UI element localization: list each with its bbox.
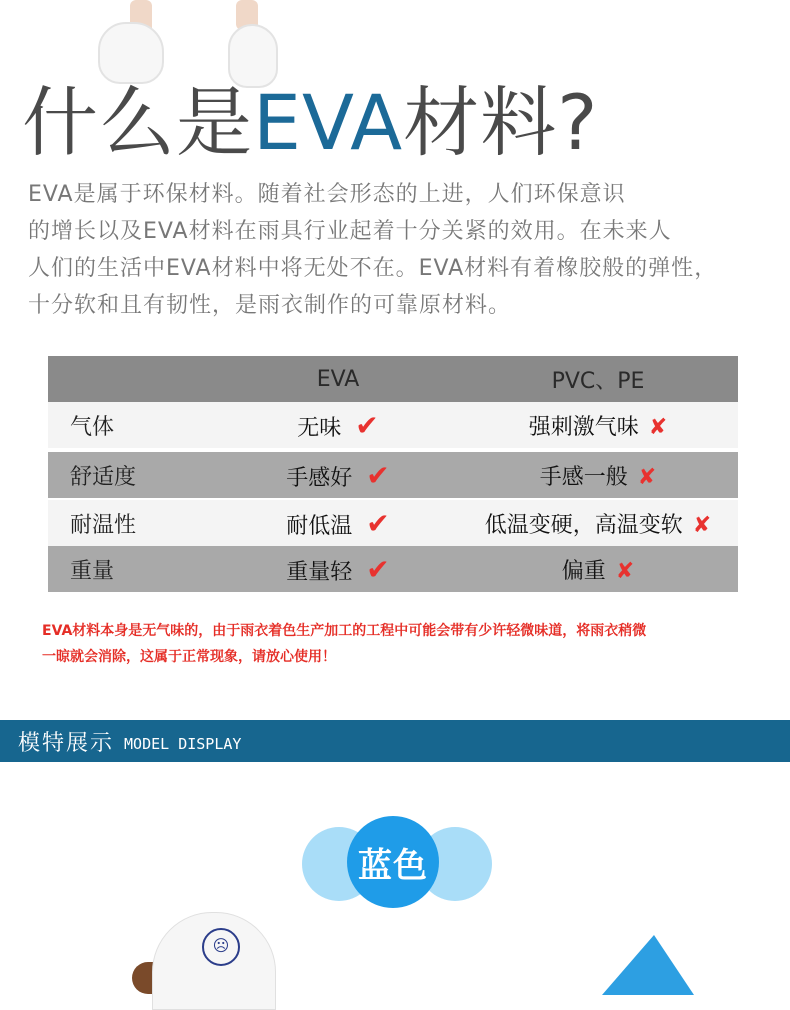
cross-icon: ✘ [615, 558, 635, 584]
page-title: 什么是EVA材料? [22, 78, 599, 167]
pvc-cell: 偏重 ✘ [561, 558, 635, 584]
raincoat-fragment [602, 935, 694, 995]
cross-icon: ✘ [637, 464, 657, 490]
table-header-row [48, 356, 738, 402]
check-icon: ✔ [366, 506, 390, 540]
eva-cell: 手感好 ✔ [286, 458, 390, 492]
row-label: 舒适度 [70, 464, 137, 490]
table-row [48, 500, 738, 546]
table-row [48, 452, 738, 498]
row-label: 气体 [70, 414, 115, 440]
section-title-en: MODEL DISPLAY [124, 735, 242, 753]
check-icon: ✔ [366, 552, 390, 586]
table-row [48, 402, 738, 448]
description-line: 十分软和且有韧性，是雨衣制作的可靠原材料。 [28, 293, 512, 318]
description-line: 的增长以及EVA材料在雨具行业起着十分关紧的效用。在未来人 [28, 219, 672, 244]
cross-icon: ✘ [648, 414, 668, 440]
row-label: 重量 [70, 558, 115, 584]
pvc-cell: 手感一般 ✘ [539, 464, 657, 490]
description-line: EVA是属于环保材料。随着社会形态的上进，人们环保意识 [28, 182, 626, 207]
description-line: 人们的生活中EVA材料中将无处不在。EVA材料有着橡胶般的弹性， [28, 256, 718, 281]
pvc-cell: 强刺激气味 ✘ [528, 414, 668, 440]
description [28, 176, 778, 324]
title-accent: EVA [253, 78, 404, 167]
color-badge: 蓝色 [347, 816, 439, 908]
sad-face-icon: ☹ [202, 928, 240, 966]
pvc-cell: 低温变硬，高温变软 ✘ [484, 512, 712, 538]
section-title-cn: 模特展示 [18, 730, 115, 756]
note-line: 一晾就会消除，这属于正常现象，请放心使用！ [42, 649, 336, 665]
eva-cell: 无味 ✔ [297, 408, 379, 442]
header-cell-pvc: PVC、PE [551, 368, 645, 394]
row-label: 耐温性 [70, 512, 137, 538]
section-banner [0, 720, 790, 762]
header-cell-eva: EVA [316, 366, 360, 392]
sneaker-left [98, 22, 164, 84]
usage-note [42, 618, 762, 670]
table-row [48, 546, 738, 592]
note-line: EVA材料本身是无气味的，由于雨衣着色生产加工的工程中可能会带有少许轻微味道，将雨衣稍微 [42, 623, 647, 639]
check-icon: ✔ [366, 458, 390, 492]
cross-icon: ✘ [692, 512, 712, 538]
check-icon: ✔ [355, 408, 379, 442]
eva-cell: 重量轻 ✔ [286, 552, 390, 586]
eva-cell: 耐低温 ✔ [286, 506, 390, 540]
